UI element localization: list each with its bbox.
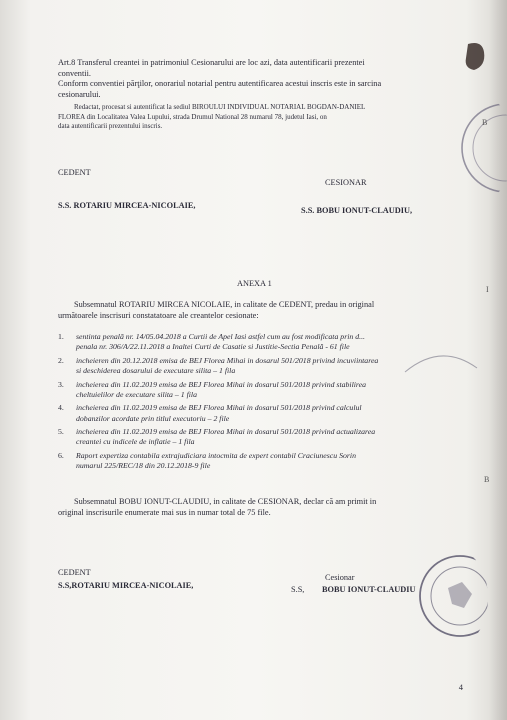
small-stamp-mid (401, 338, 481, 378)
notary-stamp-top (456, 98, 507, 198)
margin-mark-3: B (482, 118, 488, 127)
list-item-line: cheltuielilor de executare silita – 1 fila (76, 389, 197, 399)
anexa-title: ANEXA 1 (237, 279, 272, 288)
redactat-line3: data autentificarii prezentului inscris. (58, 122, 163, 130)
list-item (58, 427, 458, 448)
annex-document-list (58, 332, 458, 475)
list-item-line: si deschiderea dosarului de executare silita – 1 fila (76, 366, 236, 376)
list-item-line: incheierea din 11.02.2019 emisa de BEJ Florea Mihai in dosarul 501/2018 privind calculul (76, 403, 362, 413)
cedent-name-bottom: S.S,ROTARIU MIRCEA-NICOLAIE, (58, 581, 194, 590)
list-item-number: 4. (58, 403, 64, 413)
list-item-number: 2. (58, 355, 64, 365)
list-item-number: 6. (58, 450, 64, 460)
list-item-number: 1. (58, 332, 64, 341)
list-item-line: Raport expertiza contabila extrajudiciara intocmita de expert contabil Craciunescu Sorin (76, 450, 356, 460)
cedent-label-bottom: CEDENT (58, 568, 91, 577)
list-item-line: incheierea din 11.02.2019 emisa de BEJ Florea Mihai in dosarul 501/2018 privind actualizarea (76, 427, 376, 437)
margin-mark-2: B (484, 475, 490, 484)
closing-line1: Subsemnatul BOBU IONUT-CLAUDIU, in calitate de CESIONAR, declar că am primit in (74, 497, 377, 506)
art8-line2: conventii. (58, 68, 91, 78)
notary-stamp-bottom (418, 548, 488, 648)
list-item-line: numarul 225/REC/18 din 20.12.2018-9 file (76, 461, 211, 471)
cesionar-label-bottom: Cesionar (325, 573, 355, 582)
list-item (58, 356, 458, 377)
list-item-line: incheierea din 11.02.2019 emisa de BEJ Florea Mihai in dosarul 501/2018 privind stabilirea (76, 379, 367, 389)
list-item (58, 332, 458, 353)
art8-line4: cesionarului. (58, 89, 101, 99)
art8-line1: Art.8 Transferul creantei in patrimoniul Cesionarului are loc azi, data autentificarii prezentei (58, 58, 365, 67)
redactat-line1: Redactat, procesat si autentificat la sediul BIROULUI INDIVIDUAL NOTARIAL BOGDAN-DANIEL (74, 103, 366, 111)
list-item (58, 380, 458, 401)
anexa-intro-line2: următoarele inscrisuri constatatoare ale creantelor cesionate: (58, 311, 259, 320)
cesionar-name-bottom: BOBU IONUT-CLAUDIU (322, 585, 416, 594)
cedent-name-top: S.S. ROTARIU MIRCEA-NICOLAIE, (58, 201, 196, 210)
ink-blot (462, 40, 488, 74)
list-item-line: sentinta penală nr. 14/05.04.2018 a Curtii de Apel Iasi astfel cum au fost modificata prin d... (76, 332, 365, 341)
cesionar-label-top: CESIONAR (325, 178, 367, 187)
anexa-intro-line1: Subsemnatul ROTARIU MIRCEA NICOLAIE, in calitate de CEDENT, predau in original (74, 300, 375, 309)
redactat-line2: FLOREA din Localitatea Valea Lupului, strada Drumul National 28 numarul 78, judetul Iasi, on (58, 112, 327, 121)
page-number: 4 (458, 682, 463, 692)
list-item (58, 451, 458, 472)
list-item-number: 3. (58, 379, 64, 389)
list-item-line: penala nr. 306/A/22.11.2018 a Inaltei Curti de Casatie si Justitie-Sectia Penală - 61 file (76, 342, 350, 352)
list-item-line: dobanzilor acordate prin titlul executoriu – 2 file (76, 413, 230, 423)
list-item-line: creantei cu indicele de inflatie – 1 fila (76, 437, 195, 447)
cesionar-name-top: S.S. BOBU IONUT-CLAUDIU, (301, 206, 413, 215)
cedent-label-top: CEDENT (58, 168, 91, 177)
list-item (58, 403, 458, 424)
art8-line3: Conform conventiei părţilor, onorariul notarial pentru autentificarea acestui inscris este in sarcina (58, 79, 382, 88)
ss-label-bottom: S.S, (291, 585, 305, 594)
list-item-number: 5. (58, 427, 64, 437)
margin-mark-1: I (486, 285, 489, 294)
closing-line2: original inscrisurile enumerate mai sus in numar total de 75 file. (58, 508, 271, 517)
list-item-line: incheieren din 20.12.2018 emisa de BEJ Florea Mihai in dosarul 501/2018 privind incuviintarea (76, 355, 379, 365)
